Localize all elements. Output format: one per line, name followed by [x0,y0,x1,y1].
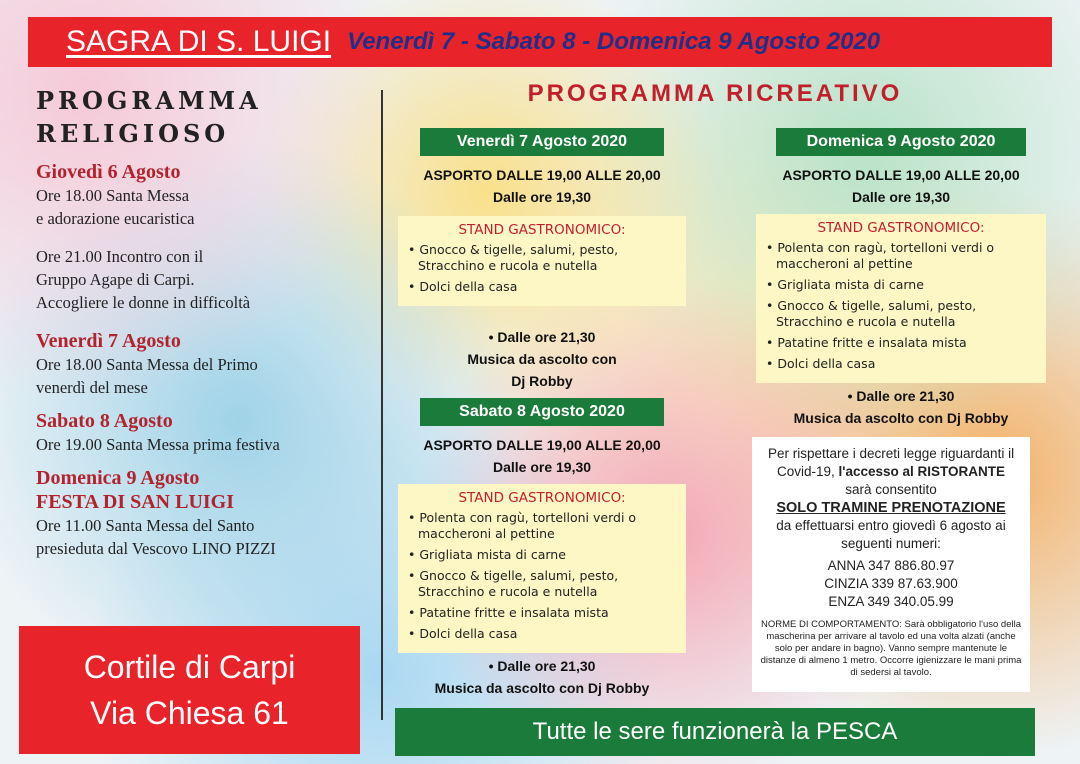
contact-enza: ENZA 349 340.05.99 [828,594,954,609]
norme-comportamento: NORME DI COMPORTAMENTO: Sarà obbligatorio l'uso della mascherina per arrivare al tavolo ed una volta alzati (anche solo per andare in bagno). Vanno sempre mantenute le distanze di almeno 1 metro. Occorre igienizzare le mani prima di sedersi al tavolo. [760,619,1022,678]
rel-text: Ore 18.00 Santa Messa del Primo [36,355,258,374]
music-dj: Dj Robby [511,373,573,389]
programma-religioso-heading [36,84,336,150]
day-block-domenica [756,128,1046,429]
menu-item: • Gnocco & tigelle, salumi, pesto, Stracchino e rucola e nutella [764,298,1038,330]
menu-item: • Grigliata mista di carne [406,547,678,563]
rel-text: Ore 11.00 Santa Messa del Santo [36,516,255,535]
notice-line: seguenti numeri: [841,536,941,551]
stand-title: STAND GASTRONOMICO: [458,490,626,506]
asporto-text: ASPORTO DALLE 19,00 ALLE 20,00 [423,437,661,453]
day-block-sabato [398,398,686,699]
music-time: • Dalle ore 21,30 [488,658,596,674]
menu-item: • Gnocco & tigelle, salumi, pesto, Stracchino e rucola e nutella [406,242,678,274]
rel-day-giovedi: Giovedì 6 Agosto [36,161,181,183]
event-title: SAGRA DI S. LUIGI [66,25,332,58]
top-banner [28,17,1052,67]
programma-ricreativo-heading: PROGRAMMA RICREATIVO [527,80,903,107]
covid-notice [752,437,1030,692]
rel-text: venerdì del mese [36,378,148,397]
notice-line: Per rispettare i decreti legge riguardanti il [767,446,1015,461]
music-text: Musica da ascolto con [467,351,617,367]
location-line-1: Cortile di Carpi [83,649,296,685]
heading-line-2: RELIGIOSO [36,119,230,148]
rel-text: e adorazione eucaristica [36,209,195,228]
menu-item: • Gnocco & tigelle, salumi, pesto, Stracchino e rucola e nutella [406,568,678,600]
rel-day-sabato: Sabato 8 Agosto [36,410,173,432]
contact-anna: ANNA 347 886.80.97 [827,558,955,573]
asporto-text: ASPORTO DALLE 19,00 ALLE 20,00 [423,167,661,183]
day-title-sabato: Sabato 8 Agosto 2020 [420,398,664,426]
festa-san-luigi: FESTA DI SAN LUIGI [36,491,235,513]
stand-title: STAND GASTRONOMICO: [817,220,985,236]
menu-item: • Dolci della casa [764,356,1038,372]
music-time: • Dalle ore 21,30 [847,388,955,404]
notice-covid: Covid-19, [776,464,839,479]
notice-line [760,463,1022,481]
rel-text: Ore 19.00 Santa Messa prima festiva [36,435,280,454]
heading-line-1: PROGRAMMA [36,86,262,115]
dalle-text: Dalle ore 19,30 [492,189,592,205]
menu-item: • Patatine fritte e insalata mista [764,335,1038,351]
music-text: Musica da ascolto con Dj Robby [793,410,1009,426]
stand-gastronomico-venerdi [398,216,686,306]
asporto-text: ASPORTO DALLE 19,00 ALLE 20,00 [782,167,1020,183]
pesca-banner: Tutte le sere funzionerà la PESCA [395,708,1035,756]
day-title-domenica: Domenica 9 Agosto 2020 [776,128,1026,156]
day-block-venerdi [398,128,686,392]
rel-text: Gruppo Agape di Carpi. [36,270,195,289]
location-line-2: Via Chiesa 61 [90,695,289,731]
notice-ristorante: l'accesso al RISTORANTE [838,464,1006,479]
programma-religioso [36,160,348,560]
stand-gastronomico-domenica [756,214,1046,383]
rel-text: Ore 21.00 Incontro con il [36,247,204,266]
day-title-venerdi: Venerdì 7 Agosto 2020 [420,128,664,156]
column-divider [381,90,383,720]
rel-day-domenica: Domenica 9 Agosto [36,467,200,489]
music-time: • Dalle ore 21,30 [488,329,596,345]
menu-item: • Polenta con ragù, tortelloni verdi o maccheroni al pettine [406,510,678,542]
menu-item: • Dolci della casa [406,626,678,642]
contact-cinzia: CINZIA 339 87.63.900 [824,576,958,591]
menu-item: • Patatine fritte e insalata mista [406,605,678,621]
location-box [19,626,360,754]
rel-text: presieduta dal Vescovo LINO PIZZI [36,539,276,558]
rel-day-venerdi: Venerdì 7 Agosto [36,330,181,352]
rel-text: Ore 18.00 Santa Messa [36,186,190,205]
menu-item: • Grigliata mista di carne [764,277,1038,293]
notice-line: da effettuarsi entro giovedì 6 agosto ai [776,518,1006,533]
stand-gastronomico-sabato [398,484,686,653]
rel-text: Accogliere le donne in difficoltà [36,293,251,312]
music-text: Musica da ascolto con Dj Robby [434,680,650,696]
dalle-text: Dalle ore 19,30 [851,189,951,205]
notice-line: sarà consentito [845,482,937,497]
menu-item: • Dolci della casa [406,279,678,295]
menu-item: • Polenta con ragù, tortelloni verdi o maccheroni al pettine [764,240,1038,272]
notice-prenotazione: SOLO TRAMINE PRENOTAZIONE [776,500,1006,516]
event-dates: Venerdì 7 - Sabato 8 - Domenica 9 Agosto 2020 [347,28,881,55]
dalle-text: Dalle ore 19,30 [492,459,592,475]
stand-title: STAND GASTRONOMICO: [458,222,626,238]
